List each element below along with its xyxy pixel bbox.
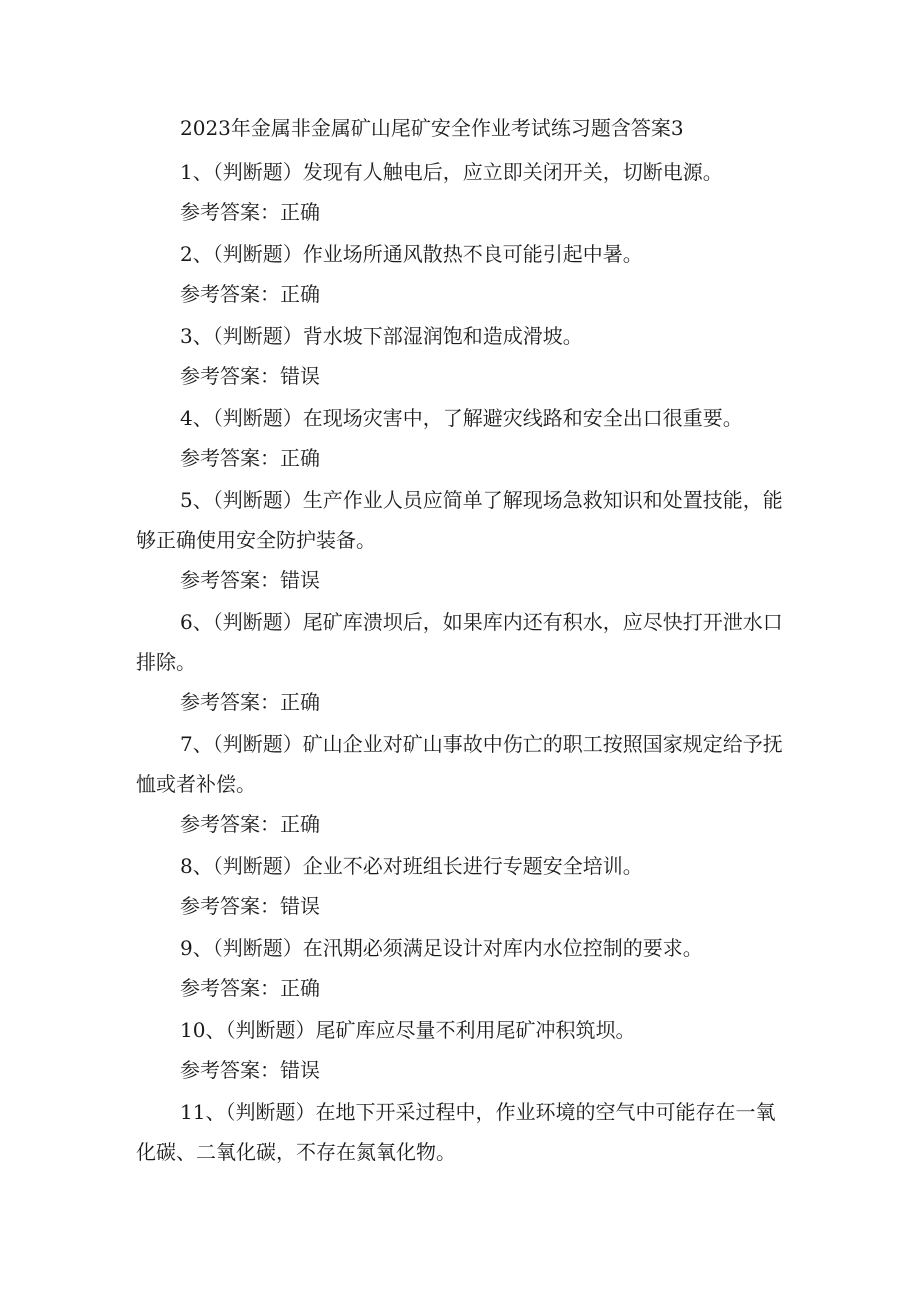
question-4: 4、（判断题）在现场灾害中，了解避灾线路和安全出口很重要。 <box>180 406 743 430</box>
question-list <box>136 152 784 1172</box>
answer-6: 参考答案：正确 <box>180 690 320 714</box>
answer-1: 参考答案：正确 <box>180 200 320 224</box>
answer-8: 参考答案：错误 <box>180 894 320 918</box>
question-3: 3、（判断题）背水坡下部湿润饱和造成滑坡。 <box>180 324 583 348</box>
question-1: 1、（判断题）发现有人触电后，应立即关闭开关，切断电源。 <box>180 160 723 184</box>
document-title: 2023年金属非金属矿山尾矿安全作业考试练习题含答案3 <box>180 116 684 140</box>
question-10: 10、（判断题）尾矿库应尽量不利用尾矿冲积筑坝。 <box>180 1018 636 1042</box>
answer-2: 参考答案：正确 <box>180 282 320 306</box>
question-2: 2、（判断题）作业场所通风散热不良可能引起中暑。 <box>180 242 643 266</box>
question-7: 7、（判断题）矿山企业对矿山事故中伤亡的职工按照国家规定给予抚恤或者补偿。 <box>136 732 783 796</box>
question-8: 8、（判断题）企业不必对班组长进行专题安全培训。 <box>180 854 643 878</box>
question-11: 11、（判断题）在地下开采过程中，作业环境的空气中可能存在一氧化碳、二氧化碳，不存在氮氧化物。 <box>136 1100 776 1164</box>
question-9: 9、（判断题）在汛期必须满足设计对库内水位控制的要求。 <box>180 936 703 960</box>
question-6: 6、（判断题）尾矿库溃坝后，如果库内还有积水，应尽快打开泄水口排除。 <box>136 610 783 674</box>
answer-5: 参考答案：错误 <box>180 568 320 592</box>
answer-3: 参考答案：错误 <box>180 364 320 388</box>
question-5: 5、（判断题）生产作业人员应简单了解现场急救知识和处置技能，能够正确使用安全防护装备。 <box>136 488 783 552</box>
answer-4: 参考答案：正确 <box>180 446 320 470</box>
answer-10: 参考答案：错误 <box>180 1058 320 1082</box>
answer-7: 参考答案：正确 <box>180 812 320 836</box>
answer-9: 参考答案：正确 <box>180 976 320 1000</box>
